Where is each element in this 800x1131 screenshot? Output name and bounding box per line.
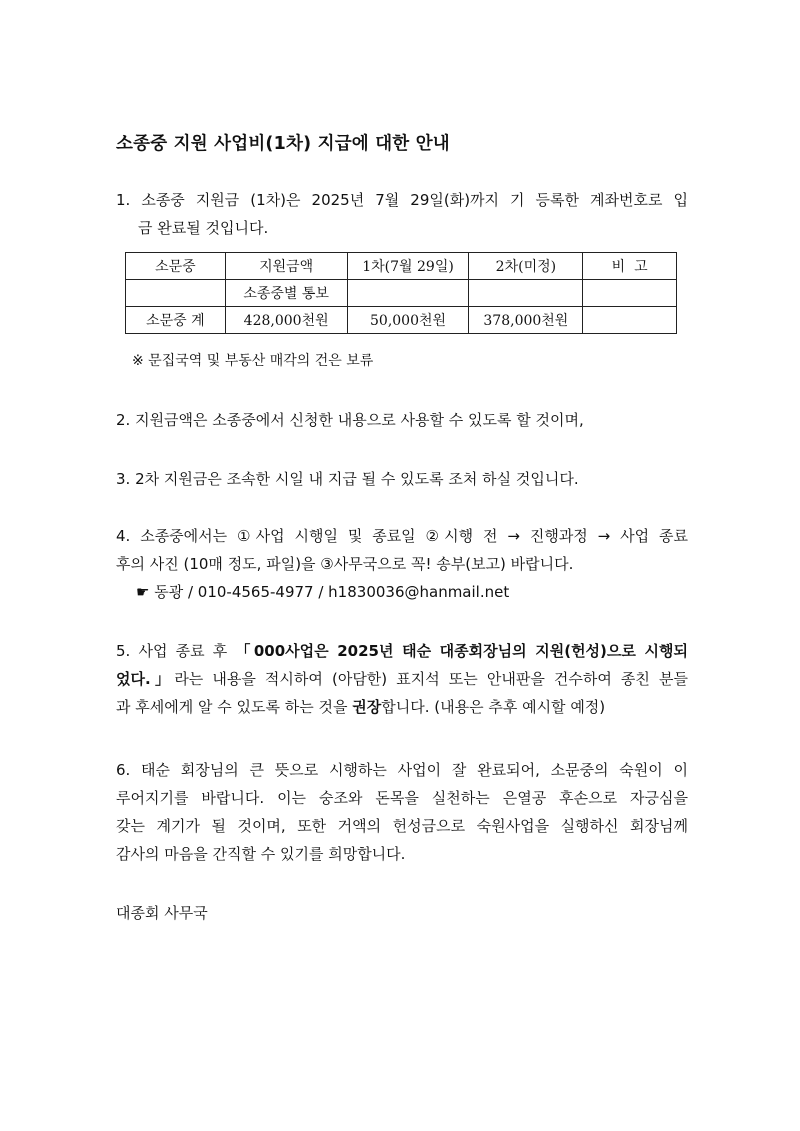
item-5-line-3: [116, 693, 688, 721]
table-cell: [583, 280, 677, 307]
item-2-line: 2. 지원금액은 소종중에서 신청한 내용으로 사용할 수 있도록 할 것이며,: [116, 411, 584, 429]
table-cell: 378,000천원: [469, 307, 583, 334]
item-4: [116, 522, 688, 606]
table-note: ※ 문집국역 및 부동산 매각의 건은 보류: [132, 353, 374, 369]
table-cell: [583, 307, 677, 334]
table-header-cell: 2차(미정): [469, 253, 583, 280]
contact-info: ☛ 동광 / 010-4565-4977 / h1830036@hanmail.net: [136, 583, 510, 601]
table-row: [126, 307, 677, 334]
table-header-cell: 소문중: [126, 253, 226, 280]
item-4-line-1: 4. 소종중에서는 ①사업 시행일 및 종료일 ②시행 전 → 진행과정 → 사업 종료: [116, 527, 688, 545]
table-cell: 소종중별 통보: [225, 280, 347, 307]
signature: 대종회 사무국: [116, 904, 208, 922]
table-cell: [126, 280, 226, 307]
item-3-line: 3. 2차 지원금은 조속한 시일 내 지급 될 수 있도록 조처 하실 것입니다.: [116, 470, 579, 488]
item-1-line-1: 1. 소종중 지원금 (1차)은 2025년 7월 29일(화)까지 기 등록한 계좌번호로 입: [116, 191, 688, 209]
table-header-row: [126, 253, 677, 280]
item-5-line-2-text: 라는 내용을 적시하여 (아담한) 표지석 또는 안내판을 건수하여 종친 분들: [174, 670, 688, 688]
item-6-line-3: 갖는 계기가 될 것이며, 또한 거액의 헌성금으로 숙원사업을 실행하신 회장님께: [116, 817, 688, 835]
item-5-bold-statement: 「000사업은 2025년 태순 대종회장님의 지원(헌성)으로 시행되: [235, 642, 688, 660]
item-6-line-1: 6. 태순 회장님의 큰 뜻으로 시행하는 사업이 잘 완료되어, 소문중의 숙원이 이: [116, 761, 688, 779]
item-5-line-3-pre: 과 후세에게 알 수 있도록 하는 것을: [116, 698, 353, 716]
item-6-line-4: 감사의 마음을 간직할 수 있기를 희망합니다.: [116, 845, 406, 863]
item-5-recommend: 권장: [352, 698, 382, 716]
document-title: 소종중 지원 사업비(1차) 지급에 대한 안내: [116, 134, 450, 154]
table-cell: [347, 280, 469, 307]
table-header-cell: 비 고: [583, 253, 677, 280]
item-1: [116, 186, 688, 242]
table-cell: 소문중 계: [126, 307, 226, 334]
item-5-line-1: [116, 637, 688, 665]
item-3: [116, 465, 688, 493]
table-row: [126, 280, 677, 307]
table-header-cell: 1차(7월 29일): [347, 253, 469, 280]
item-1-line-2: 금 완료될 것입니다.: [138, 219, 269, 237]
support-amount-table: [125, 252, 677, 334]
item-4-line-2: 후의 사진 (10매 정도, 파일)을 ③사무국으로 꼭! 송부(보고) 바랍니다.: [116, 555, 574, 573]
item-5-line-3-post: 합니다. (내용은 추후 예시할 예정): [381, 698, 606, 716]
item-6: [116, 756, 688, 868]
item-5-bold-end: 었다.」: [116, 670, 175, 688]
item-2: [116, 406, 688, 434]
item-5: [116, 637, 688, 721]
table-cell: 428,000천원: [225, 307, 347, 334]
item-5-prefix: 5. 사업 종료 후: [116, 642, 236, 660]
table-cell: [469, 280, 583, 307]
table-header-cell: 지원금액: [225, 253, 347, 280]
table-cell: 50,000천원: [347, 307, 469, 334]
item-5-line-2: [116, 665, 688, 693]
item-6-line-2: 루어지기를 바랍니다. 이는 숭조와 돈목을 실천하는 은열공 후손으로 자긍심을: [116, 789, 688, 807]
